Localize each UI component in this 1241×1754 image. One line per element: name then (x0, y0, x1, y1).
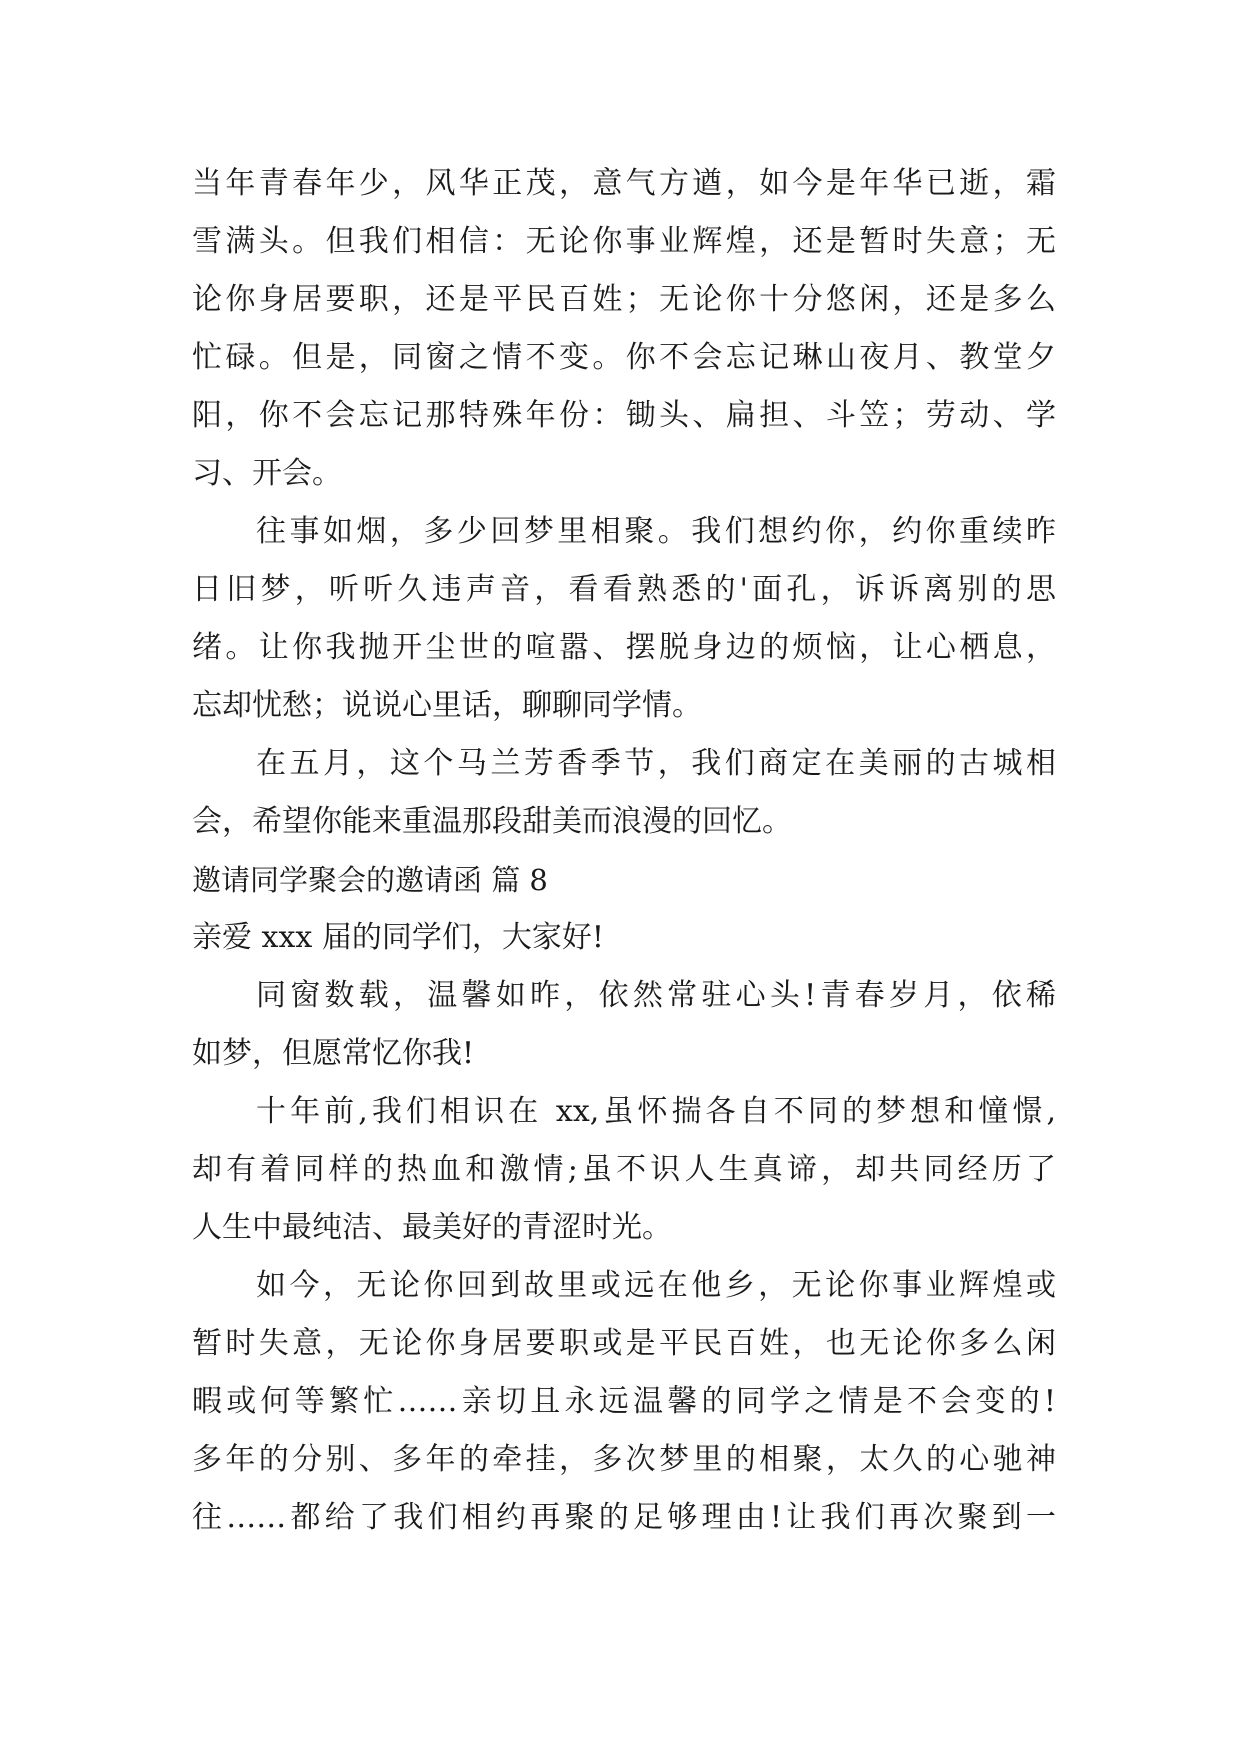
text-line: 人生中最纯洁、最美好的青涩时光。 (192, 1210, 672, 1245)
text-line: 多年的分别、多年的牵挂，多次梦里的相聚，太久的心驰神 (192, 1442, 1056, 1477)
text-line: 习、开会。 (192, 456, 342, 491)
text-line: 暂时失意，无论你身居要职或是平民百姓，也无论你多么闲 (192, 1326, 1056, 1361)
text-line: 当年青春年少，风华正茂，意气方遒，如今是年华已逝，霜 (192, 166, 1056, 201)
paragraph-first-line: 十年前,我们相识在 xx,虽怀揣各自不同的梦想和憧憬, (256, 1094, 1056, 1129)
text-line: 绪。让你我抛开尘世的喧嚣、摆脱身边的烦恼，让心栖息， (192, 630, 1056, 665)
text-line: 阳，你不会忘记那特殊年份：锄头、扁担、斗笠；劳动、学 (192, 398, 1056, 433)
paragraph-first-line: 同窗数载，温馨如昨，依然常驻心头!青春岁月，依稀 (256, 978, 1056, 1013)
text-line: 暇或何等繁忙……亲切且永远温馨的同学之情是不会变的! (192, 1384, 1056, 1419)
paragraph-first-line: 在五月，这个马兰芳香季节，我们商定在美丽的古城相 (256, 746, 1056, 781)
text-line: 忙碌。但是，同窗之情不变。你不会忘记琳山夜月、教堂夕 (192, 340, 1056, 375)
paragraph-first-line: 如今，无论你回到故里或远在他乡，无论你事业辉煌或 (256, 1268, 1056, 1303)
text-line: 往……都给了我们相约再聚的足够理由!让我们再次聚到一 (192, 1500, 1056, 1535)
paragraph-first-line: 往事如烟，多少回梦里相聚。我们想约你，约你重续昨 (256, 514, 1056, 549)
text-line: 日旧梦，听听久违声音，看看熟悉的'面孔，诉诉离别的思 (192, 572, 1056, 607)
text-line: 会，希望你能来重温那段甜美而浪漫的回忆。 (192, 804, 792, 839)
text-line: 雪满头。但我们相信：无论你事业辉煌，还是暂时失意；无 (192, 224, 1056, 259)
document-page (192, 155, 1056, 1547)
text-line: 却有着同样的热血和激情;虽不识人生真谛，却共同经历了 (192, 1152, 1056, 1187)
salutation: 亲爱 xxx 届的同学们，大家好! (192, 920, 604, 955)
text-line: 如梦，但愿常忆你我! (192, 1036, 475, 1071)
text-line: 忘却忧愁；说说心里话，聊聊同学情。 (192, 688, 702, 723)
section-heading: 邀请同学聚会的邀请函 篇 8 (192, 863, 548, 897)
text-line: 论你身居要职，还是平民百姓；无论你十分悠闲，还是多么 (192, 282, 1056, 317)
